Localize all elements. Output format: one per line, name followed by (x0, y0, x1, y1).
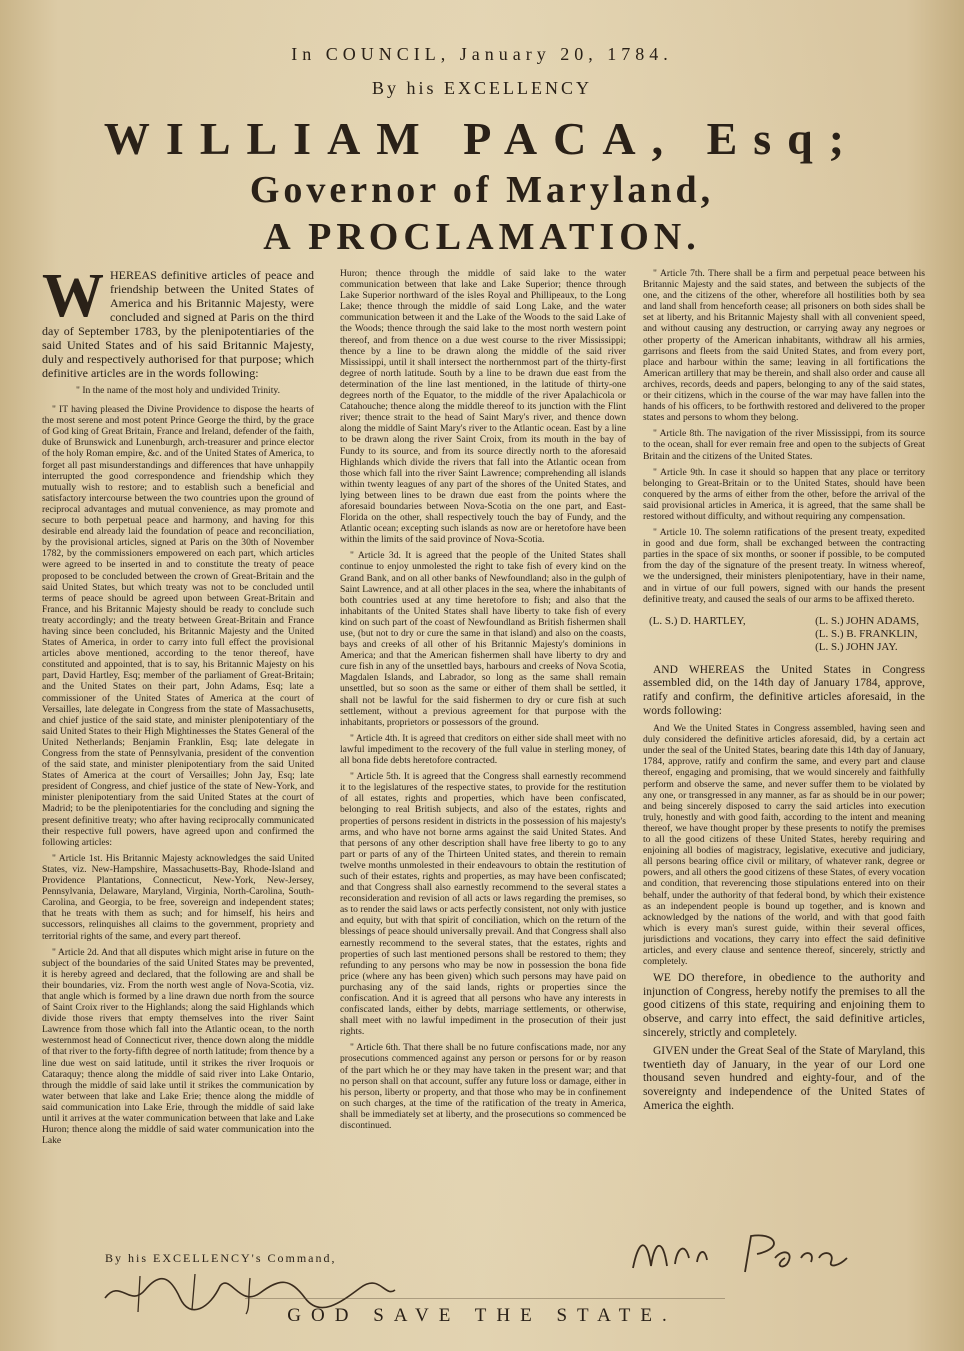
article-6: " Article 6th. That there shall be no future confiscations made, nor any prosecutions commenced against any person or persons for or by reason of the part which he or they may have taken in the present war; and that no person shall on that account, suffer any future loss or damage, either in his person, liberty or property, and that those who may be in confinement on such charges, at the time of the ratification of the treaty in America, shall be immediately set at liberty, and the prosecutions so commenced be discontinued. (340, 1042, 626, 1132)
article-8: " Article 8th. The navigation of the river Mississippi, from its source to the ocean, shall for ever remain free and open to the subjects of Great Britain and the citizens of the United States. (643, 428, 925, 462)
article-3: " Article 3d. It is agreed that the people of the United States shall continue to enjoy unmolested the right to take fish of every kind on the Grand Bank, and on all other banks of Newfoundland; also in the gulph of Saint Lawrence, and at all other places in the sea, where the inhabitants of both countries used at any time heretofore to fish; and also that the inhabitants of the United States shall have liberty to take fish of every kind on such part of the coast of Newfoundland as British fishermen shall use, (but not to dry or cure the same in that island) and also on the coasts, bays and creeks of all other of his Britannic Majesty's dominions in America; and that the American fishermen shall have liberty to dry and cure fish in any of the unsettled bays, harbours and creeks of Nova Scotia, Magdalen Islands, and Labrador, so long as the same shall remain unsettled, but so soon as the same or either of them shall be settled, it shall not be lawful for the said fishermen to dry or cure fish at such settlement, without a previous agreement for that purpose with the inhabitants, proprietors or possessors of the ground. (340, 550, 626, 728)
treaty-signatures (643, 615, 925, 654)
footer-rule (245, 1298, 725, 1299)
god-save-the-state: GOD SAVE THE STATE. (287, 1305, 677, 1326)
by-excellency-line: By his EXCELLENCY (372, 78, 592, 98)
drop-cap: W (42, 268, 104, 330)
text-column-1 (42, 268, 314, 1238)
congress-ratification: And We the United States in Congress assembled, having seen and duly considered the definitive articles aforesaid, did, by a certain act under the seal of the United States, bearing date this 14th day of January, 1784, approve, ratify and confirm the same, and every part and clause thereof, engaging and promising, that we would sincerely and faithfully perform and observe the same, and never suffer them to be violated by any one, or transgressed in any manner, as far as should be in our power; and being sincerely disposed to carry the said articles into execution truly, honestly and with good faith, according to the intent and meaning thereof, we have thought proper by these presents to notify the premises to all the good citizens of these United States, hereby requiring and enjoining all bodies of magistracy, legislative, executive and judiciary, all persons bearing office civil or military, of whatever rank, degree or powers, and all others the good citizens of these States, of every vocation and condition, that reverencing those stipulations entered into on their behalf, under the authority of that federal bond, by which their existence as an independent people is bound up together, and is known and acknowledged by the nations of the world, and with that good faith which is every man's surest guide, within their several offices, jurisdictions and vocations, they carry into effect the said definitive articles, and every clause and sentence thereof, sincerely, strictly and completely. (643, 723, 925, 968)
governor-title-heading: Governor of Maryland, (249, 169, 715, 211)
article-5: " Article 5th. It is agreed that the Congress shall earnestly recommend it to the legislatures of the respective states, to provide for the restitution of all estates, rights and properties, which have been confiscated, belonging to real British subjects, and also of the estates, rights and properties of persons resident in districts in the possession of his majesty's arms, and who have not borne arms against the said United States. And that persons of any other description shall have free liberty to go to any part or parts of any of the Thirteen United states, and therein to remain twelve months unmolested in their endeavours to obtain the restitution of such of their estates, rights and properties, as may have been confiscated; and that Congress shall also earnestly recommend to the several states a reconsideration and revision of all acts or laws regarding the premises, so as to render the said laws or acts perfectly consistent, not only with justice and equity, but with that spirit of conciliation, which on the return of the blessings of peace should universally prevail. And that Congress shall also earnestly recommend to the several states, that the estates, rights and properties of such last mentioned persons shall be restored to them; they refunding to any persons who may be now in possession the bona fide price (where any has been given) which such persons may have paid on purchasing any of the said lands, rights or properties since the confiscation. And it is agreed that all persons who have any interests in confiscated lands, either by debts, marriage settlements, or otherwise, shall meet with no lawful impediment in the prosecution of their just rights. (340, 771, 626, 1038)
signature-american-commissioners: (L. S.) JOHN ADAMS, (L. S.) B. FRANKLIN, (L. S.) JOHN JAY. (815, 614, 919, 653)
given-under-seal: GIVEN under the Great Seal of the State of Maryland, this twentieth day of January, in the year of our Lord one thousand seven hundred and eighty-four, and of the sovereignty and independence of the United States of America the eighth. (643, 1045, 925, 1112)
article-1: " Article 1st. His Britannic Majesty acknowledges the said United States, viz. New-Hampshire, Massachusetts-Bay, Rhode-Island and Providence Plantations, Connecticut, New-York, New-Jersey, Pennsylvania, Delaware, Maryland, Virginia, North-Carolina, South-Carolina, and Georgia, to be free, sovereign and independent states; that he treats with them as such; and for himself, his heirs and successors, relinquishes all claims to the government, propriety and territorial rights of the same, and every part thereof. (42, 852, 314, 942)
we-do-paragraph: WE DO therefore, in obedience to the authority and injunction of Congress, hereby notify the premises to all the good citizens of this state, requiring and enjoining them to observe, and carry into effect, the said definitive articles, sincerely, strictly and completely. (643, 972, 925, 1039)
text-column-2 (340, 268, 626, 1238)
council-date-line: In COUNCIL, January 20, 1784. (291, 44, 673, 64)
article-2-continued: Huron; thence through the middle of said lake to the water communication between that lake and Lake Superior; thence through Lake Superior northward of the isles Royal and Phillipeaux, to the Long Lake; thence through the middle of said Long Lake, and the water communication between it and the Lake of the Woods to the said Lake of the Woods; thence through the said lake to the most north western point thereof, and from thence on a due west course to the river Mississippi; thence by a line to be drawn along the middle of the said river Mississippi, until it shall intersect the northernmost part of the thirty-first degree of north latitude. South by a line to be drawn due east from the determination of the line last mentioned, in the latitude of thirty-one degrees north of the Equator, to the middle of the river Apalachicola or Catahouche; thence along the middle thereof to its junction with the Flint river; thence strait to the head of Saint Mary's river, and thence down along the middle of Saint Mary's river to the Atlantic ocean. East by a line to be drawn along the river Saint Croix, from its mouth in the bay of Fundy to its source, and from its source directly north to the aforesaid Highlands which divide the rivers that fall into the Atlantic ocean from those which fall into the river Saint Lawrence; comprehending all islands within twenty leagues of any part of the shores of the United States, and lying between lines to be drawn due east from the points where the aforesaid boundaries between Nova-Scotia on the one part, and East-Florida on the other, shall respectively touch the bay of Fundy, and the Atlantic ocean; excepting such islands as now are or heretofore have been within the limits of the said province of Nova-Scotia. (340, 268, 626, 546)
treaty-preamble: " IT having pleased the Divine Providence to dispose the hearts of the most serene and most potent Prince George the third, by the grace of God king of Great Britain, France and Ireland, defender of the faith, duke of Brunswick and Lunenburgh, arch-treasurer and prince elector of the holy Roman empire, &c. and of the United States of America, to forget all past misunderstandings and differences that have unhappily interrupted the good correspondence and friendship which they mutually wish to restore; and to establish such a beneficial and satisfactory intercourse between the two countries upon the ground of reciprocal advantages and mutual convenience, as may promote and secure to both perpetual peace and harmony, and having for this desirable end already laid the foundation of peace and reconciliation, by the provisional articles, signed at Paris on the 30th of November 1782, by the commissioners empowered on each part, which articles were agreed to be inserted in and to constitute the treaty of peace proposed to be concluded between the crown of Great-Britain and the said United States, but which treaty was not to be concluded until terms of peace should be agreed upon between Great-Britain and France, and his Britannic Majesty should be ready to conclude such treaty accordingly; and the treaty between Great-Britain and France having since been concluded, his Britannic Majesty and the United States of America, in order to carry into full effect the provisional articles above mentioned, according to the tenor thereof, have constituted and appointed, that is to say, his Britannic Majesty on his part, David Hartley, Esq; member of the parliament of Great-Britain; and the United States on their part, John Adams, Esq; late a commissioner of the United States of America at the court of Versailles, late delegate in Congress from the state of Massachusetts, and chief justice of the said state, and minister plenipotentiary of the said United States to their High Mightinesses the States General of the United Netherlands; Benjamin Franklin, Esq; late delegate in Congress from the state of Pennsylvania, president of the convention of the said state, and minister plenipotentiary from the said United States of America at the court of Versailles; John Jay, Esq; late president of Congress, and chief justice of the state of New-York, and minister plenipotentiary from the said United States at the court of Madrid; to be the plenipotentiaries for the concluding and signing the present definitive treaty; who after having reciprocally communicated their respective full powers, have agreed upon and confirmed the following articles: (42, 404, 314, 848)
article-4: " Article 4th. It is agreed that creditors on either side shall meet with no lawful impediment to the recovery of the full value in sterling money, of all bona fide debts heretofore contracted. (340, 732, 626, 767)
governor-name-heading: WILLIAM PACA, Esq; (103, 113, 861, 164)
signature-hartley: (L. S.) D. HARTLEY, (649, 614, 746, 627)
article-10: " Article 10. The solemn ratifications of the present treaty, expedited in good and due form, shall be exchanged between the contracting parties in the space of six months, or sooner if possible, to be computed from the day of the signature of the present treaty. In witness whereof, we the undersigned, their ministers plenipotentiary, have in their name, and in virtue of our full powers, signed with our hands the present definitive treaty, and caused the seals of our arms to be affixed thereto. (643, 527, 925, 605)
text-column-3 (643, 268, 925, 1203)
article-9: " Article 9th. In case it should so happen that any place or territory belonging to Great-Britain or to the United States, should have been conquered by the arms of either from the other, before the arrival of the said provisional articles in America, it is agreed, that the same shall be restored without difficulty, and without requiring any compensation. (643, 466, 925, 522)
article-7: " Article 7th. There shall be a firm and perpetual peace between his Britannic Majesty and the said states, and between the subjects of the one, and the citizens of the other, wherefore all hostilities both by sea and land shall from henceforth cease; all prisoners on both sides shall be set at liberty, and his Britannic Majesty shall with all convenient speed, and without causing any destruction, or carrying away any negroes or other property of the American inhabitants, withdraw all his armies, garrisons and fleets from the said United States, and from every port, place and harbour within the same; leaving in all fortifications the American artillery that may be therein, and shall also order and cause all archives, records, deeds and papers, belonging to any of the said states, or their citizens, which in the course of the war may have fallen into the hands of his officers, to be forthwith restored and delivered to the proper states and persons to whom they belong. (643, 268, 925, 424)
excellency-command-line: By his EXCELLENCY's Command, (105, 1251, 337, 1265)
trinity-line: " In the name of the most holy and undivided Trinity. (76, 385, 280, 396)
article-2: " Article 2d. And that all disputes which might arise in future on the subject of the boundaries of the said United States may be prevented, it is hereby agreed and declared, that the following are and shall be their boundaries, viz. From the north west angle of Nova-Scotia, viz. that angle which is formed by a line drawn due north from the source of Saint Croix river to the Highlands; along the said Highlands which divide those rivers that empty themselves into the river Saint Lawrence from those which fall into the Atlantic ocean, to the north westernmost head of Connecticut river, thence down along the middle of that river to the forty-fifth degree of north latitude; from thence by a line due west on said latitude, until it strikes the river Iroquois or Cataraquy; thence along the middle of said river into Lake Ontario, through the middle of said lake until it strikes the communication by water between that lake and Lake Erie; thence along the middle of said communication into Lake Erie, through the middle of said lake until it arrives at the water communication between that lake and Lake Huron; thence along the middle of said water communication into the Lake (42, 946, 314, 1147)
intro-text: HEREAS definitive articles of peace and friendship between the United States of America and his Britannic Majesty, were concluded and signed at Paris on the third day of September 1783, by the plenipotentiaries of the said United States and of his said Britannic Majesty, duly and respectively authorised for that purpose; which definitive articles are in the words following: (42, 268, 314, 380)
intro-paragraph (42, 268, 314, 380)
governor-signature-icon (625, 1228, 855, 1284)
whereas-paragraph: AND WHEREAS the United States in Congress assembled did, on the 14th day of January 1784, approve, ratify and confirm, the definitive articles aforesaid, in the words following: (643, 663, 925, 717)
proclamation-heading: A PROCLAMATION. (263, 216, 701, 258)
